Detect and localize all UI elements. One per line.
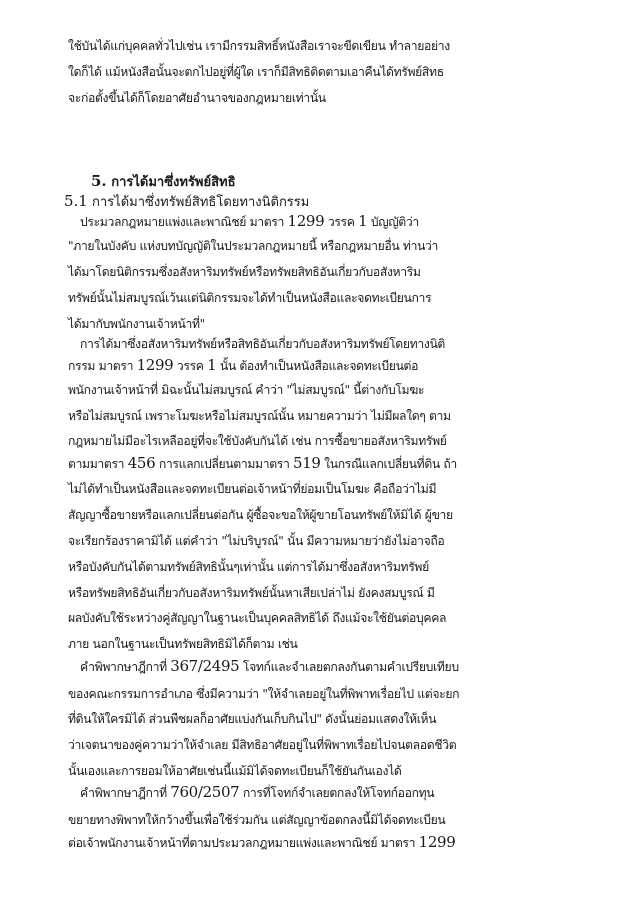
para1-line-4: ทรัพย์นั้นไม่สมบูรณ์เว้นแต่นิติกรรมจะได้ทำเป็นหนังสือและจดทะเบียนการ [68,291,432,305]
para3-text-a: คำพิพากษาฎีกาที่ [80,660,167,674]
para4-case-number: 760/2507 [170,783,240,801]
para2-line-7: ไม่ได้ทำเป็นหนังสือและจดทะเบียนต่อเจ้าหน้าที่ย่อมเป็นโมฆะ คือถือว่าไม่มี [68,482,437,496]
intro-line-3: จะก่อตั้งขึ้นได้ก็โดยอาศัยอำนาจของกฎหมายเท่านั้น [68,91,326,105]
para2-line-6 [68,455,588,472]
para4-line-1 [80,784,600,801]
subsection-heading [64,191,309,212]
para4-section-number: 1299 [418,833,456,851]
para2-line-5: กฎหมายไม่มีอะไรเหลืออยู่ที่จะใช้บังคับกันได้ เช่น การซื้อขายอสังหาริมทรัพย์ [68,434,447,448]
para4-text-a: คำพิพากษาฎีกาที่ [80,786,167,800]
para1-line-1 [80,213,600,230]
para2-section-456: 456 [127,454,156,472]
para1-clause-number: 1 [358,212,368,230]
para1-text-c: บัญญัติว่า [370,215,419,229]
para2-line-10: หรือบังคับกันได้ตามทรัพย์สิทธินั้นๆเท่านั้น แต่การได้มาซึ่งอสังหาริมทรัพย์ [68,560,429,574]
section-heading [91,171,236,192]
section-title: การได้มาซึ่งทรัพย์สิทธิ [111,175,236,190]
para3-line-2: ของคณะกรรมการอำเภอ ซึ่งมีความว่า "ให้จำเลยอยู่ในที่พิพาทเรื่อยไป แต่จะยก [68,687,460,701]
para3-line-5: นั้นเองและการยอมให้อาศัยเช่นนี้แม้มิได้จดทะเบียนก็ใช้ยันกันเองได้ [68,764,402,778]
para4-text-b: การที่โจทก์จำเลยตกลงให้โจทก์ออกทุน [242,786,435,800]
para2-line-9: จะเรียกร้องราคามิได้ แต่คำว่า "ไม่บริบูรณ์" นั้น มีความหมายว่ายังไม่อาจถือ [68,534,445,548]
para2-text-b: วรรค [176,359,204,373]
para3-text-b: โจทก์และจำเลยตกลงกันตามคำเปรียบเทียบ [242,660,459,674]
para4-text-c: ต่อเจ้าพนักงานเจ้าหน้าที่ตามประมวลกฎหมายแพ่งและพาณิชย์ มาตรา [68,836,416,850]
para2-section-519: 519 [293,454,321,472]
subsection-title: การได้มาซึ่งทรัพย์สิทธิโดยทางนิติกรรม [92,195,310,210]
section-number: 5. [91,172,107,190]
para2-text-c: นั้น ต้องทำเป็นหนังสือและจดทะเบียนต่อ [219,359,419,373]
para3-line-4: ว่าเจตนาของคู่ความว่าให้จำเลย มีสิทธิอาศัยอยู่ในที่พิพาทเรื่อยไปจนตลอดชีวิต [68,738,457,752]
intro-line-1: ใช้บันได้แก่บุคคลทั่วไปเช่น เรามีกรรมสิทธิ์หนังสือเราจะขีดเขียน ทำลายอย่าง [68,39,450,53]
para2-clause-number: 1 [207,356,217,374]
intro-line-2: ใดก็ได้ แม้หนังสือนั้นจะตกไปอยู่ที่ผู้ใด เราก็มีสิทธิติดตามเอาคืนได้ทรัพย์สิทธ [68,65,444,79]
para1-line-2: "ภายในบังคับ แห่งบทบัญญัติในประมวลกฎหมายนี้ หรือกฎหมายอื่น ท่านว่า [68,239,439,253]
para1-line-3: ได้มาโดยนิติกรรมซึ่งอสังหาริมทรัพย์หรือทรัพยสิทธิอันเกี่ยวกับอสังหาริม [68,265,421,279]
para3-case-number: 367/2495 [170,657,240,675]
para1-text-a: ประมวลกฎหมายแพ่งและพาณิชย์ มาตรา [80,215,285,229]
para2-line-13: ภาย นอกในฐานะเป็นทรัพยสิทธิมิได้ก็ตาม เช่น [68,637,298,651]
para2-text-f: ในกรณีแลกเปลี่ยนที่ดิน ถ้า [324,457,457,471]
para1-line-5: ได้มากับพนักงานเจ้าหน้าที่" [68,317,205,331]
para2-line-2 [68,357,588,374]
para3-line-3: ที่ดินให้ใครมิได้ ส่วนพืชผลก็อาศัยแบ่งกันเก็บกินไป" ดังนั้นย่อมแสดงให้เห็น [68,712,437,726]
para4-line-3 [68,834,588,851]
para1-text-b: วรรค [327,215,355,229]
para2-line-12: ผลบังคับใช้ระหว่างคู่สัญญาในฐานะเป็นบุคคลสิทธิได้ ถึงแม้จะใช้ยันต่อบุคคล [68,611,447,625]
para3-line-1 [80,658,600,675]
para2-text-d: ตามมาตรา [68,457,125,471]
para2-line-1: การได้มาซึ่งอสังหาริมทรัพย์หรือสิทธิอันเกี่ยวกับอสังหาริมทรัพย์โดยทางนิติ [80,337,445,351]
para2-line-11: หรือทรัพยสิทธิอันเกี่ยวกับอสังหาริมทรัพย์นั้นหาเสียเปล่าไม่ ยังคงสมบูรณ์ มี [68,586,435,600]
para4-line-2: ขยายทางพิพาทให้กว้างขึ้นเพื่อใช้ร่วมกัน แต่สัญญาข้อตกลงนี้มิได้จดทะเบียน [68,813,446,827]
para2-line-3: พนักงานเจ้าหน้าที่ มิฉะนั้นไม่สมบูรณ์ คำว่า "ไม่สมบูรณ์" นี้ต่างกับโมฆะ [68,383,425,397]
para1-section-number: 1299 [287,212,325,230]
para2-line-4: หรือไม่สมบูรณ์ เพราะโมฆะหรือไม่สมบูรณ์นั้น หมายความว่า ไม่มีผลใดๆ ตาม [68,409,451,423]
para2-text-a: กรรม มาตรา [68,359,134,373]
para2-line-8: สัญญาซื้อขายหรือแลกเปลี่ยนต่อกัน ผู้ซื้อจะขอให้ผู้ขายโอนทรัพย์ให้มิได้ ผู้ขาย [68,508,453,522]
para2-text-e: การแลกเปลี่ยนตามมาตรา [158,457,290,471]
para2-section-number: 1299 [136,356,174,374]
subsection-number: 5.1 [64,192,88,210]
